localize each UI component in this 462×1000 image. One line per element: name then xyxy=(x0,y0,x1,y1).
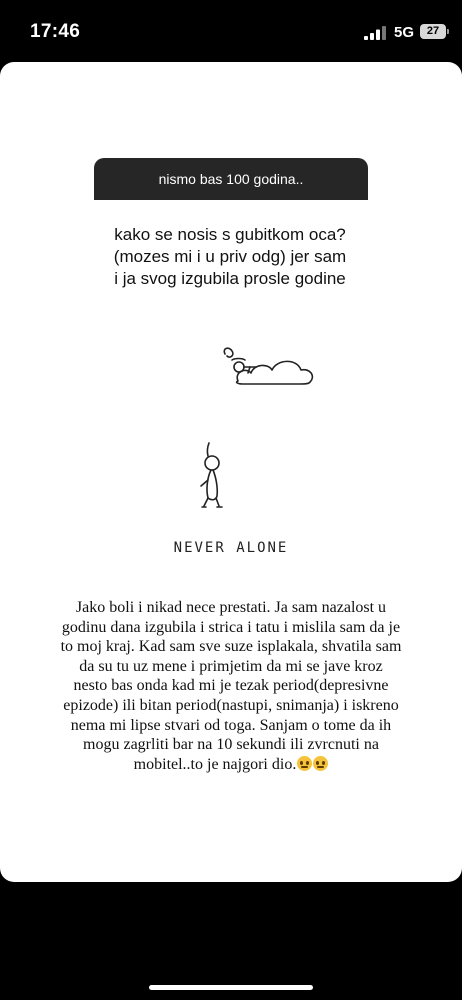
answer-line: i ja svog izgubila prosle godine xyxy=(114,269,346,288)
network-type: 5G xyxy=(394,24,415,41)
never-alone-text: NEVER ALONE xyxy=(173,540,289,556)
question-answer xyxy=(80,224,380,290)
battery-cap xyxy=(447,29,449,34)
caption-line: to moj kraj. Kad sam sve suze isplakala, shvatila sam xyxy=(60,638,402,656)
battery-icon: 27 xyxy=(420,24,446,39)
caption-line: nema mi lipse stvari od toga. Sanjam o tome da ih xyxy=(70,716,392,734)
answer-line: kako se nosis s gubitkom oca? xyxy=(114,225,346,244)
caption-line: epizode) ili bitan period(nastupi, snimanja) i iskreno xyxy=(63,696,399,714)
caption-line: da su tu uz mene i primjetim da mi se jave kroz xyxy=(79,657,383,675)
home-indicator[interactable] xyxy=(149,985,313,990)
answer-line: (mozes mi i u priv odg) jer sam xyxy=(113,247,347,266)
story-card[interactable] xyxy=(0,62,462,882)
cloud-with-angel xyxy=(224,348,312,384)
caption-line: mogu zagrliti bar na 10 sekundi ili zvrcnuti na xyxy=(83,736,379,754)
caption-line: godinu dana izgubila i strica i tatu i mislila sam da je xyxy=(61,618,401,636)
cellular-signal-icon xyxy=(364,26,386,40)
caption-line xyxy=(50,755,412,775)
status-time: 17:46 xyxy=(30,21,81,42)
caption-line: nesto bas onda kad mi je tezak period(depresivne xyxy=(73,677,389,695)
relieved-face-icon xyxy=(313,756,328,771)
caption-text: mobitel..to je najgori dio. xyxy=(133,755,297,773)
story-caption xyxy=(50,598,412,774)
pleading-face-icon xyxy=(297,756,312,771)
question-sticker: nismo bas 100 godina.. xyxy=(94,158,368,200)
status-bar xyxy=(0,0,462,62)
standing-figure xyxy=(201,443,222,507)
caption-line: Jako boli i nikad nece prestati. Ja sam nazalost u xyxy=(75,599,387,616)
